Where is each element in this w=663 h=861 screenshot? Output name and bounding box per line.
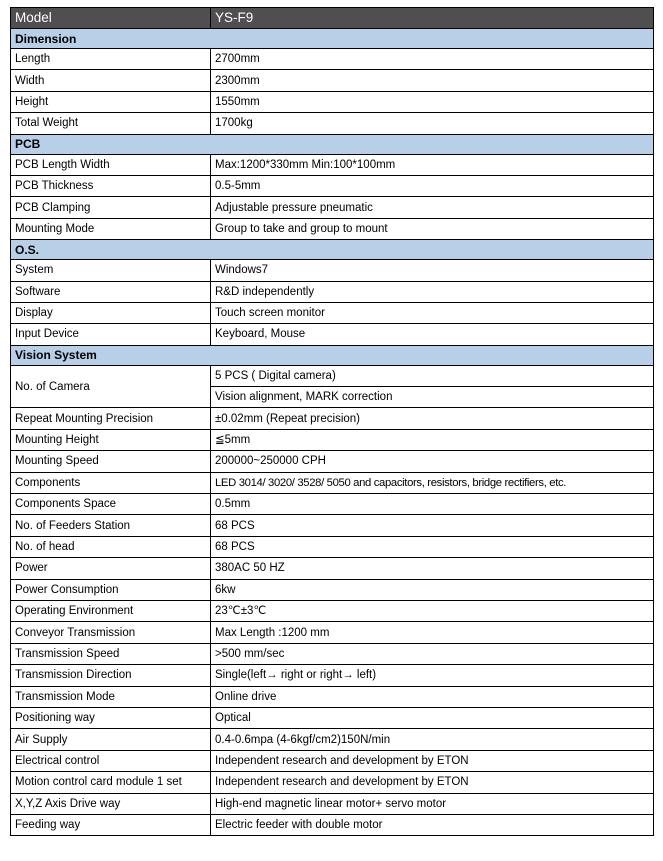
spec-row <box>11 494 654 515</box>
spec-label: No. of head <box>11 536 211 557</box>
spec-label: Motion control card module 1 set <box>11 772 211 793</box>
spec-row <box>11 579 654 600</box>
model-value: YS-F9 <box>211 8 654 29</box>
spec-label: Width <box>11 70 211 91</box>
section-header <box>11 29 654 49</box>
spec-row <box>11 472 654 493</box>
spec-value: Keyboard, Mouse <box>211 324 654 345</box>
spec-label: No. of Camera <box>11 365 211 408</box>
spec-row <box>11 70 654 91</box>
spec-label: Repeat Mounting Precision <box>11 408 211 429</box>
spec-value: LED 3014/ 3020/ 3528/ 5050 and capacitors, resistors, bridge rectifiers, etc. <box>211 472 654 493</box>
spec-value: ±0.02mm (Repeat precision) <box>211 408 654 429</box>
spec-label: Power <box>11 558 211 579</box>
spec-row <box>11 665 654 686</box>
spec-row <box>11 622 654 643</box>
spec-row <box>11 197 654 218</box>
spec-value: 5 PCS ( Digital camera) <box>211 365 654 386</box>
spec-row <box>11 302 654 323</box>
section-header <box>11 240 654 260</box>
spec-row <box>11 408 654 429</box>
model-label: Model <box>11 8 211 29</box>
spec-value: 23℃±3℃ <box>211 600 654 621</box>
spec-row <box>11 281 654 302</box>
spec-label: Components <box>11 472 211 493</box>
spec-row <box>11 686 654 707</box>
spec-label: Height <box>11 91 211 112</box>
spec-value: >500 mm/sec <box>211 643 654 664</box>
spec-row <box>11 451 654 472</box>
spec-label: Operating Environment <box>11 600 211 621</box>
spec-value: 6kw <box>211 579 654 600</box>
spec-value: Single(left→ right or right→ left) <box>211 665 654 686</box>
spec-label: Feeding way <box>11 814 211 835</box>
spec-label: X,Y,Z Axis Drive way <box>11 793 211 814</box>
spec-label: No. of Feeders Station <box>11 515 211 536</box>
spec-value: Electric feeder with double motor <box>211 814 654 835</box>
spec-value: 200000~250000 CPH <box>211 451 654 472</box>
spec-value: 68 PCS <box>211 515 654 536</box>
spec-value: Independent research and development by ETON <box>211 772 654 793</box>
spec-value: Optical <box>211 707 654 728</box>
spec-row <box>11 175 654 196</box>
spec-row <box>11 558 654 579</box>
section-title: Vision System <box>11 345 654 365</box>
spec-label: Transmission Direction <box>11 665 211 686</box>
spec-label: Input Device <box>11 324 211 345</box>
spec-value: Adjustable pressure pneumatic <box>211 197 654 218</box>
spec-row <box>11 260 654 281</box>
spec-value: 2300mm <box>211 70 654 91</box>
spec-row <box>11 154 654 175</box>
spec-label: Components Space <box>11 494 211 515</box>
spec-value: R&D independently <box>211 281 654 302</box>
spec-row <box>11 600 654 621</box>
spec-label: Positioning way <box>11 707 211 728</box>
spec-value: ≦5mm <box>211 429 654 450</box>
spec-value: 68 PCS <box>211 536 654 557</box>
spec-label: Display <box>11 302 211 323</box>
cut-off-text-fragment <box>0 843 663 861</box>
spec-label: Length <box>11 49 211 70</box>
spec-label: Total Weight <box>11 113 211 134</box>
spec-value: 0.5-5mm <box>211 175 654 196</box>
spec-value: 0.4-0.6mpa (4-6kgf/cm2)150N/min <box>211 729 654 750</box>
section-title: PCB <box>11 134 654 154</box>
spec-row <box>11 729 654 750</box>
spec-label: Mounting Height <box>11 429 211 450</box>
spec-label: Transmission Mode <box>11 686 211 707</box>
spec-value: Touch screen monitor <box>211 302 654 323</box>
spec-value: Group to take and group to mount <box>211 218 654 239</box>
section-header <box>11 134 654 154</box>
spec-label: Software <box>11 281 211 302</box>
spec-row <box>11 772 654 793</box>
spec-row <box>11 49 654 70</box>
spec-label: System <box>11 260 211 281</box>
spec-value: 1550mm <box>211 91 654 112</box>
spec-row <box>11 113 654 134</box>
spec-row <box>11 643 654 664</box>
spec-value: Vision alignment, MARK correction <box>211 387 654 408</box>
spec-table <box>10 7 654 836</box>
spec-row <box>11 91 654 112</box>
spec-label: PCB Clamping <box>11 197 211 218</box>
spec-value: Max Length :1200 mm <box>211 622 654 643</box>
spec-label: Power Consumption <box>11 579 211 600</box>
spec-row <box>11 793 654 814</box>
spec-row <box>11 218 654 239</box>
spec-value: 380AC 50 HZ <box>211 558 654 579</box>
spec-row <box>11 750 654 771</box>
spec-label: Mounting Speed <box>11 451 211 472</box>
spec-label: Mounting Mode <box>11 218 211 239</box>
spec-label: PCB Length Width <box>11 154 211 175</box>
spec-value: Windows7 <box>211 260 654 281</box>
spec-row <box>11 429 654 450</box>
spec-label: Air Supply <box>11 729 211 750</box>
section-header <box>11 345 654 365</box>
model-header-row <box>11 8 654 29</box>
spec-label: Electrical control <box>11 750 211 771</box>
spec-row <box>11 324 654 345</box>
spec-label: Conveyor Transmission <box>11 622 211 643</box>
spec-value: 1700kg <box>211 113 654 134</box>
spec-value: High-end magnetic linear motor+ servo motor <box>211 793 654 814</box>
section-title: Dimension <box>11 29 654 49</box>
section-title: O.S. <box>11 240 654 260</box>
spec-sheet <box>10 7 653 836</box>
spec-value: 0.5mm <box>211 494 654 515</box>
spec-row <box>11 814 654 835</box>
spec-row <box>11 536 654 557</box>
spec-label: PCB Thickness <box>11 175 211 196</box>
spec-value: Independent research and development by ETON <box>211 750 654 771</box>
spec-row <box>11 365 654 386</box>
spec-value: Online drive <box>211 686 654 707</box>
spec-value: 2700mm <box>211 49 654 70</box>
spec-row <box>11 515 654 536</box>
spec-row <box>11 707 654 728</box>
spec-label: Transmission Speed <box>11 643 211 664</box>
spec-value: Max:1200*330mm Min:100*100mm <box>211 154 654 175</box>
